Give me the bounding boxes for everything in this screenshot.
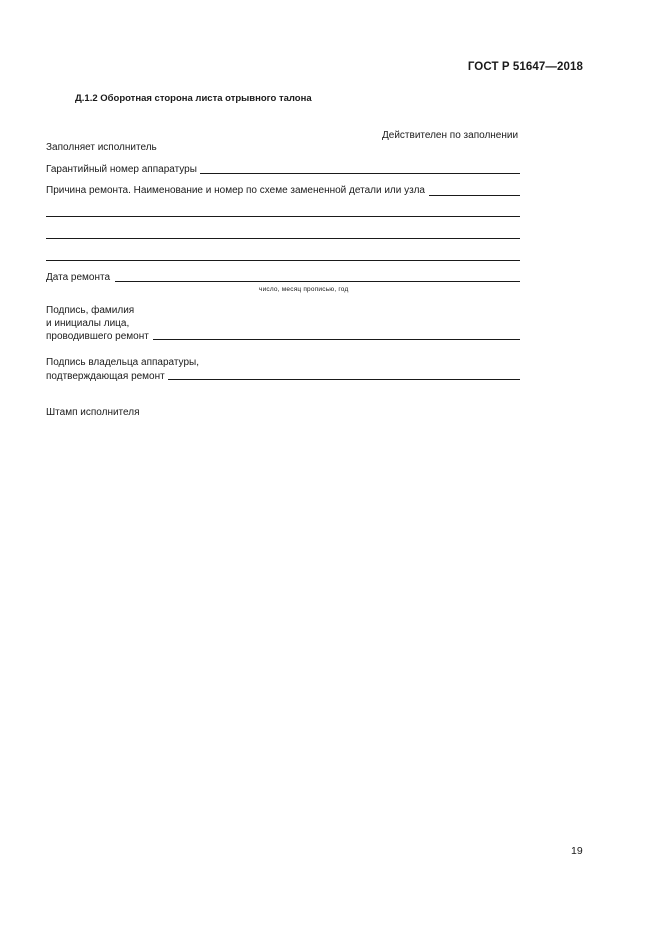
repair-reason-field-line-2[interactable] <box>46 216 520 217</box>
section-title: Д.1.2 Оборотная сторона листа отрывного талона <box>75 93 312 104</box>
repair-reason-field-line-1[interactable] <box>429 195 520 196</box>
page-number: 19 <box>571 845 583 857</box>
owner-signature-field-line[interactable] <box>168 379 520 380</box>
repair-date-field-line[interactable] <box>115 281 520 282</box>
repairer-signature-field-line[interactable] <box>153 339 520 340</box>
repair-date-label: Дата ремонта <box>46 272 111 283</box>
owner-signature-label-line2: подтверждающая ремонт <box>46 371 165 382</box>
repair-reason-field-line-3[interactable] <box>46 238 520 239</box>
validity-note: Действителен по заполнении <box>382 130 519 141</box>
stamp-label: Штамп исполнителя <box>46 407 140 418</box>
repairer-signature-label-line3: проводившего ремонт <box>46 331 149 342</box>
repair-reason-label: Причина ремонта. Наименование и номер по схеме замененной детали или узла <box>46 185 425 196</box>
warranty-number-label: Гарантийный номер аппаратуры <box>46 164 197 175</box>
repairer-signature-label-line2: и инициалы лица, <box>46 318 130 329</box>
document-code: ГОСТ Р 51647—2018 <box>467 61 583 73</box>
repair-reason-field-line-4[interactable] <box>46 260 520 261</box>
repairer-signature-label-line1: Подпись, фамилия <box>46 305 135 316</box>
owner-signature-label-line1: Подпись владельца аппаратуры, <box>46 357 199 368</box>
warranty-number-field-line[interactable] <box>200 173 520 174</box>
repair-date-hint: число, месяц прописью, год <box>259 286 349 293</box>
filled-by-label: Заполняет исполнитель <box>46 142 157 153</box>
